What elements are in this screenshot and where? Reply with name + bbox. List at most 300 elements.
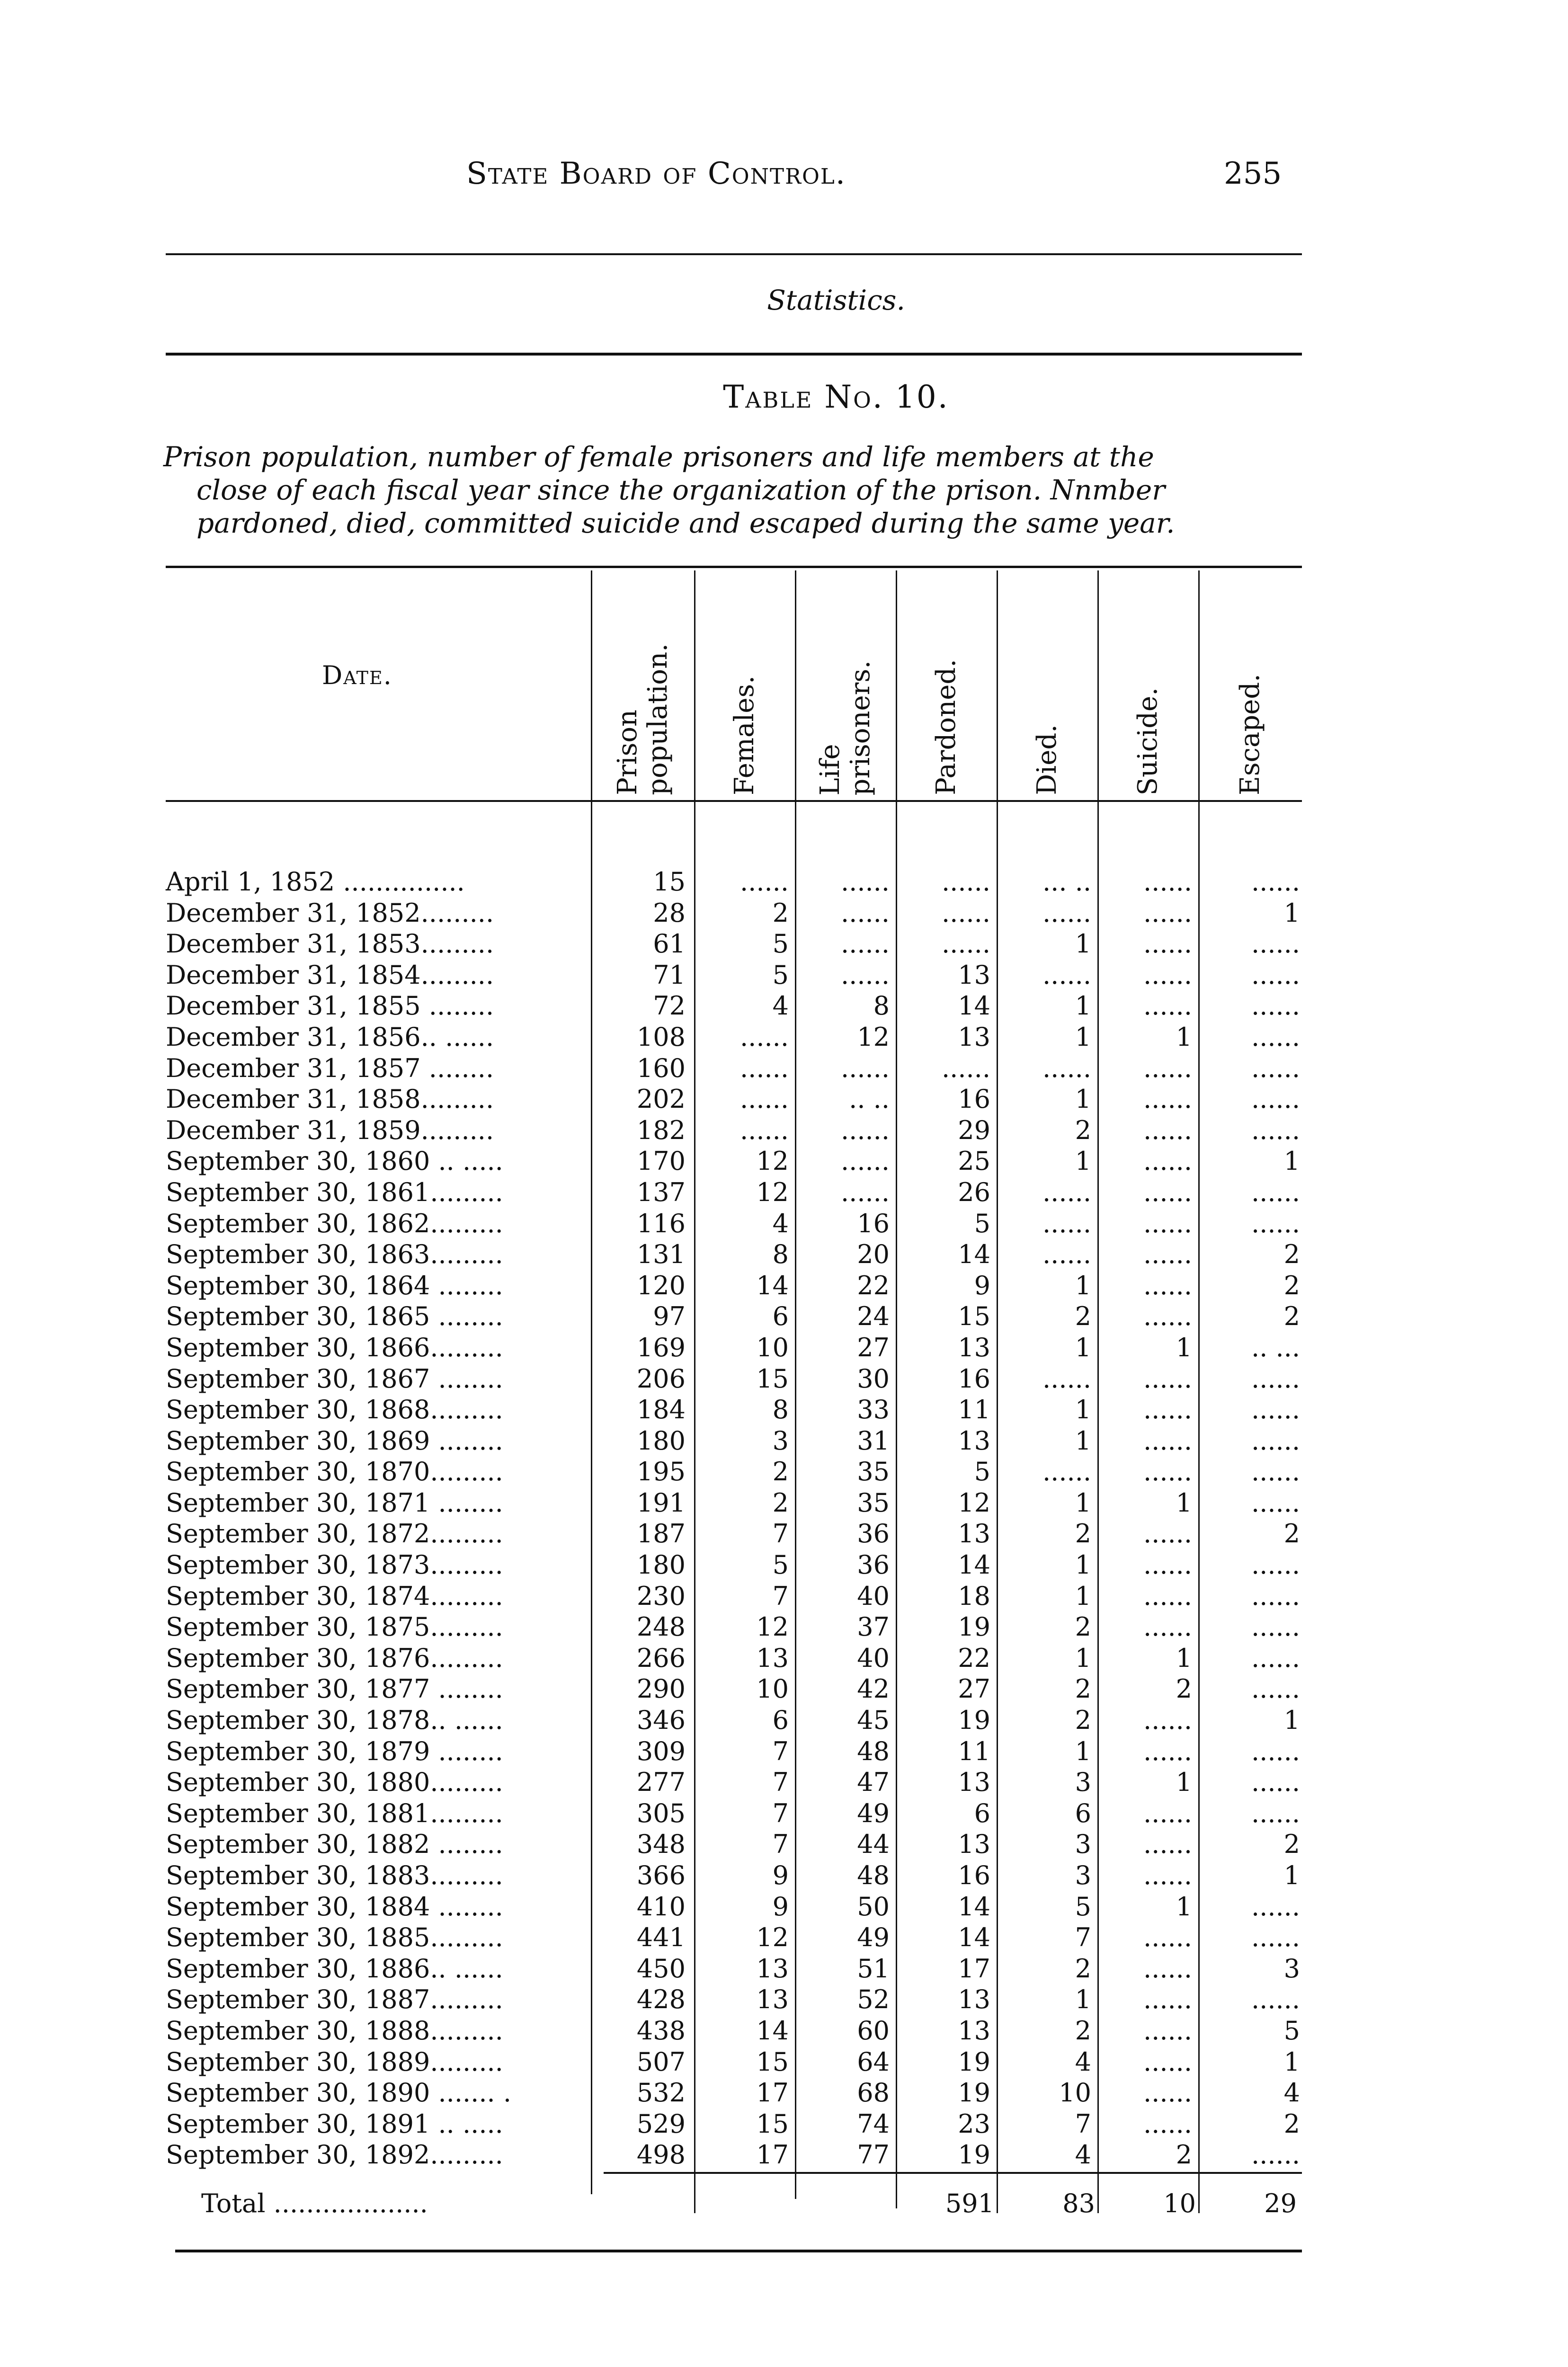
cell-escaped: ...... (1251, 1798, 1300, 1828)
cell-suicide: ...... (1143, 991, 1192, 1021)
cell-escaped: ...... (1251, 1922, 1300, 1953)
cell-population: 180 (636, 1425, 686, 1456)
row-date: September 30, 1872......... (166, 1519, 503, 1549)
cell-females: 7 (772, 1581, 789, 1611)
cell-life: 50 (857, 1891, 890, 1922)
table-row (166, 2077, 1302, 2109)
table-row (166, 2047, 1302, 2078)
cell-females: 12 (756, 1612, 789, 1642)
cell-pardoned: 15 (958, 1301, 990, 1332)
cell-suicide: ...... (1143, 2109, 1192, 2139)
row-date: December 31, 1853......... (166, 929, 494, 959)
cell-died: 3 (1075, 1829, 1091, 1860)
cell-died: 5 (1075, 1891, 1091, 1922)
cell-died: 4 (1075, 2140, 1091, 2170)
cell-life: 44 (857, 1829, 890, 1860)
cell-pardoned: 17 (958, 1953, 990, 1984)
table-body (166, 866, 1302, 2171)
row-date: September 30, 1867 ........ (166, 1363, 503, 1394)
row-date: September 30, 1892......... (166, 2140, 503, 2170)
cell-died: 2 (1075, 1519, 1091, 1549)
row-date: December 31, 1859......... (166, 1115, 494, 1145)
total-escaped: 29 (1264, 2189, 1297, 2218)
cell-escaped: ...... (1251, 1208, 1300, 1238)
cell-died: 7 (1075, 1922, 1091, 1953)
row-date: September 30, 1862......... (166, 1208, 503, 1238)
cell-population: 532 (636, 2078, 686, 2108)
cell-females: 7 (772, 1767, 789, 1797)
cell-suicide: ...... (1143, 1239, 1192, 1270)
table-row (166, 1053, 1302, 1084)
cell-life: 36 (857, 1519, 890, 1549)
cell-females: ...... (740, 1115, 789, 1145)
cell-population: 277 (636, 1767, 686, 1797)
section-title: Statistics. (767, 284, 905, 316)
cell-died: ...... (1042, 1177, 1091, 1207)
cell-life: 48 (857, 1736, 890, 1766)
header-bottom-rule (166, 800, 1302, 802)
cell-died: 1 (1075, 1395, 1091, 1425)
cell-suicide: ...... (1143, 1457, 1192, 1487)
cell-suicide: ...... (1143, 1425, 1192, 1456)
cell-population: 195 (636, 1457, 686, 1487)
cell-population: 137 (636, 1177, 686, 1207)
cell-suicide: 2 (1176, 1674, 1192, 1704)
cell-population: 187 (636, 1519, 686, 1549)
cell-pardoned: 11 (958, 1395, 990, 1425)
cell-pardoned: 13 (958, 960, 990, 990)
row-date: September 30, 1868......... (166, 1395, 503, 1425)
row-date: September 30, 1878.. ...... (166, 1705, 503, 1735)
row-date: September 30, 1877 ........ (166, 1674, 503, 1704)
row-date: September 30, 1879 ........ (166, 1736, 503, 1766)
row-date: September 30, 1861......... (166, 1177, 503, 1207)
cell-life: 24 (857, 1301, 890, 1332)
total-rule (604, 2172, 1302, 2174)
cell-population: 410 (636, 1891, 686, 1922)
cell-population: 15 (653, 867, 686, 897)
table-caption (163, 440, 1300, 540)
cell-females: 6 (772, 1705, 789, 1735)
cell-females: 10 (756, 1332, 789, 1362)
cell-died: 1 (1075, 1736, 1091, 1766)
cell-population: 507 (636, 2047, 686, 2077)
cell-population: 248 (636, 1612, 686, 1642)
cell-suicide: 1 (1176, 1643, 1192, 1673)
cell-population: 202 (636, 1084, 686, 1114)
cell-suicide: ...... (1143, 1798, 1192, 1828)
cell-females: 5 (772, 929, 789, 959)
cell-suicide: ...... (1143, 1984, 1192, 2015)
cell-pardoned: 13 (958, 2015, 990, 2046)
running-header (0, 156, 1568, 199)
cell-life: 49 (857, 1798, 890, 1828)
row-date: September 30, 1880......... (166, 1767, 503, 1797)
cell-suicide: 1 (1176, 1891, 1192, 1922)
cell-pardoned: 5 (974, 1457, 990, 1487)
cell-females: 6 (772, 1301, 789, 1332)
cell-suicide: ...... (1143, 1736, 1192, 1766)
cell-pardoned: 13 (958, 1332, 990, 1362)
cell-population: 441 (636, 1922, 686, 1953)
cell-pardoned: 27 (958, 1674, 990, 1704)
cell-life: 48 (857, 1860, 890, 1890)
cell-life: 27 (857, 1332, 890, 1362)
cell-life: 35 (857, 1487, 890, 1518)
cell-pardoned: 9 (974, 1270, 990, 1300)
cell-females: 2 (772, 1457, 789, 1487)
row-date: September 30, 1883......... (166, 1860, 503, 1890)
cell-pardoned: 16 (958, 1084, 990, 1114)
row-date: September 30, 1874......... (166, 1581, 503, 1611)
cell-females: 17 (756, 2078, 789, 2108)
cell-population: 28 (653, 898, 686, 928)
cell-suicide: ...... (1143, 1270, 1192, 1300)
cell-escaped: ...... (1251, 1363, 1300, 1394)
cell-population: 180 (636, 1550, 686, 1580)
cell-suicide: ...... (1143, 1581, 1192, 1611)
cell-died: ...... (1042, 1053, 1091, 1083)
cell-population: 498 (636, 2140, 686, 2170)
table-row (166, 1705, 1302, 1736)
cell-females: 15 (756, 2047, 789, 2077)
cell-population: 120 (636, 1270, 686, 1300)
cell-pardoned: ...... (942, 929, 990, 959)
cell-females: ...... (740, 1053, 789, 1083)
column-header-escaped: Escaped. (1234, 673, 1265, 795)
cell-died: 7 (1075, 2109, 1091, 2139)
cell-life: 30 (857, 1363, 890, 1394)
table-row (166, 1487, 1302, 1519)
column-header-life-prisoners: Life prisoners. (815, 660, 876, 795)
cell-died: 1 (1075, 1984, 1091, 2015)
cell-pardoned: 14 (958, 1239, 990, 1270)
cell-population: 131 (636, 1239, 686, 1270)
table-row (166, 1581, 1302, 1612)
total-label: Total ................... (201, 2189, 428, 2218)
cell-females: 15 (756, 2109, 789, 2139)
cell-population: 160 (636, 1053, 686, 1083)
cell-population: 366 (636, 1860, 686, 1890)
cell-females: 13 (756, 1953, 789, 1984)
caption-line-3: pardoned, died, committed suicide and escaped during the same year. (196, 507, 1175, 539)
table-row (166, 1456, 1302, 1487)
cell-suicide: ...... (1143, 1829, 1192, 1860)
cell-died: 2 (1075, 1953, 1091, 1984)
cell-females: 10 (756, 1674, 789, 1704)
table-row (166, 1301, 1302, 1332)
cell-pardoned: 13 (958, 1829, 990, 1860)
cell-pardoned: 16 (958, 1860, 990, 1890)
total-pardoned: 591 (945, 2189, 994, 2218)
cell-suicide: 1 (1176, 1767, 1192, 1797)
cell-life: ...... (841, 1053, 890, 1083)
cell-died: 10 (1059, 2078, 1091, 2108)
cell-females: 12 (756, 1177, 789, 1207)
cell-life: 12 (857, 1022, 890, 1052)
cell-died: 1 (1075, 1332, 1091, 1362)
cell-escaped: 2 (1283, 1829, 1300, 1860)
cell-pardoned: 23 (958, 2109, 990, 2139)
cell-females: 9 (772, 1891, 789, 1922)
cell-life: 60 (857, 2015, 890, 2046)
cell-life: 16 (857, 1208, 890, 1238)
cell-escaped: ...... (1251, 960, 1300, 990)
cell-population: 108 (636, 1022, 686, 1052)
cell-suicide: ...... (1143, 1395, 1192, 1425)
row-date: September 30, 1886.. ...... (166, 1953, 503, 1984)
cell-died: ...... (1042, 898, 1091, 928)
cell-population: 305 (636, 1798, 686, 1828)
cell-population: 97 (653, 1301, 686, 1332)
cell-pardoned: 19 (958, 1705, 990, 1735)
cell-suicide: 2 (1176, 2140, 1192, 2170)
table-row (166, 1208, 1302, 1239)
cell-escaped: 1 (1283, 1705, 1300, 1735)
cell-life: ...... (841, 1146, 890, 1176)
cell-pardoned: 14 (958, 1891, 990, 1922)
row-date: September 30, 1882 ........ (166, 1829, 503, 1860)
cell-females: 2 (772, 1487, 789, 1518)
cell-escaped: 2 (1283, 1519, 1300, 1549)
cell-escaped: ...... (1251, 1395, 1300, 1425)
cell-escaped: ...... (1251, 1084, 1300, 1114)
cell-escaped: ...... (1251, 1425, 1300, 1456)
table-row (166, 1984, 1302, 2015)
cell-population: 529 (636, 2109, 686, 2139)
cell-population: 290 (636, 1674, 686, 1704)
cell-died: 1 (1075, 1487, 1091, 1518)
cell-females: 13 (756, 1984, 789, 2015)
total-died: 83 (1062, 2189, 1095, 2218)
row-date: September 30, 1864 ........ (166, 1270, 503, 1300)
caption-line-2: close of each fiscal year since the organization of the prison. Nnmber (196, 474, 1165, 506)
cell-females: 5 (772, 960, 789, 990)
cell-life: ...... (841, 1177, 890, 1207)
cell-females: 12 (756, 1922, 789, 1953)
cell-escaped: 1 (1283, 2047, 1300, 2077)
cell-females: 17 (756, 2140, 789, 2170)
cell-pardoned: 13 (958, 1767, 990, 1797)
cell-escaped: .. ... (1251, 1332, 1300, 1362)
cell-suicide: ...... (1143, 1612, 1192, 1642)
cell-females: 13 (756, 1643, 789, 1673)
cell-escaped: ...... (1251, 1736, 1300, 1766)
cell-females: 2 (772, 898, 789, 928)
cell-females: 15 (756, 1363, 789, 1394)
table-top-rule (166, 566, 1302, 568)
cell-life: ...... (841, 929, 890, 959)
cell-suicide: ...... (1143, 960, 1192, 990)
table-row (166, 2139, 1302, 2171)
cell-females: 9 (772, 1860, 789, 1890)
cell-escaped: ...... (1251, 1053, 1300, 1083)
cell-escaped: ...... (1251, 1891, 1300, 1922)
cell-escaped: 1 (1283, 1860, 1300, 1890)
cell-died: ...... (1042, 1208, 1091, 1238)
table-row (166, 1425, 1302, 1457)
table-row (166, 1363, 1302, 1395)
cell-population: 346 (636, 1705, 686, 1735)
cell-died: 1 (1075, 1022, 1091, 1052)
cell-pardoned: 19 (958, 2078, 990, 2108)
cell-escaped: ...... (1251, 1984, 1300, 2015)
table-row (166, 1146, 1302, 1177)
table-row (166, 1115, 1302, 1146)
cell-pardoned: 19 (958, 1612, 990, 1642)
cell-escaped: 1 (1283, 898, 1300, 928)
cell-pardoned: 29 (958, 1115, 990, 1145)
cell-females: 8 (772, 1395, 789, 1425)
cell-females: 4 (772, 1208, 789, 1238)
table-bottom-rule (175, 2250, 1302, 2252)
cell-died: ...... (1042, 1239, 1091, 1270)
cell-females: 7 (772, 1519, 789, 1549)
caption-line-1: Prison population, number of female prisoners and life members at the (163, 441, 1154, 473)
row-date: December 31, 1855 ........ (166, 991, 494, 1021)
cell-population: 438 (636, 2015, 686, 2046)
cell-escaped: 2 (1283, 1301, 1300, 1332)
cell-females: ...... (740, 1022, 789, 1052)
table-title: Table No. 10. (723, 379, 949, 415)
cell-life: 40 (857, 1643, 890, 1673)
cell-died: 2 (1075, 1301, 1091, 1332)
cell-life: ...... (841, 867, 890, 897)
cell-pardoned: 12 (958, 1487, 990, 1518)
table-row (166, 1270, 1302, 1301)
cell-died: 1 (1075, 1581, 1091, 1611)
cell-pardoned: 19 (958, 2140, 990, 2170)
column-header-suicide: Suicide. (1132, 687, 1163, 795)
cell-population: 169 (636, 1332, 686, 1362)
row-date: September 30, 1873......... (166, 1550, 503, 1580)
table-row (166, 1891, 1302, 1922)
cell-pardoned: 13 (958, 1984, 990, 2015)
cell-females: 5 (772, 1550, 789, 1580)
cell-suicide: 1 (1176, 1332, 1192, 1362)
cell-females: ...... (740, 867, 789, 897)
row-date: September 30, 1891 .. ..... (166, 2109, 503, 2139)
table-row (166, 928, 1302, 960)
cell-escaped: ...... (1251, 1457, 1300, 1487)
cell-population: 266 (636, 1643, 686, 1673)
table-row (166, 1177, 1302, 1208)
cell-population: 71 (653, 960, 686, 990)
cell-life: 42 (857, 1674, 890, 1704)
cell-population: 170 (636, 1146, 686, 1176)
total-suicide: 10 (1163, 2189, 1196, 2218)
cell-suicide: ...... (1143, 1146, 1192, 1176)
cell-died: 4 (1075, 2047, 1091, 2077)
cell-escaped: ...... (1251, 929, 1300, 959)
table-row (166, 1829, 1302, 1860)
row-date: September 30, 1887......... (166, 1984, 503, 2015)
cell-females: 14 (756, 1270, 789, 1300)
cell-life: 8 (873, 991, 890, 1021)
cell-suicide: 1 (1176, 1022, 1192, 1052)
cell-escaped: ...... (1251, 1767, 1300, 1797)
cell-population: 206 (636, 1363, 686, 1394)
row-date: December 31, 1858......... (166, 1084, 494, 1114)
cell-died: 2 (1075, 1115, 1091, 1145)
cell-life: 37 (857, 1612, 890, 1642)
cell-pardoned: 18 (958, 1581, 990, 1611)
cell-life: 68 (857, 2078, 890, 2108)
cell-suicide: ...... (1143, 2078, 1192, 2108)
cell-died: 1 (1075, 929, 1091, 959)
cell-females: ...... (740, 1084, 789, 1114)
cell-population: 230 (636, 1581, 686, 1611)
cell-suicide: 1 (1176, 1487, 1192, 1518)
cell-population: 116 (636, 1208, 686, 1238)
table-row (166, 1767, 1302, 1798)
cell-suicide: ...... (1143, 1550, 1192, 1580)
cell-life: 33 (857, 1395, 890, 1425)
cell-escaped: ...... (1251, 1487, 1300, 1518)
cell-died: 2 (1075, 1674, 1091, 1704)
cell-pardoned: 13 (958, 1425, 990, 1456)
cell-life: 77 (857, 2140, 890, 2170)
row-date: September 30, 1870......... (166, 1457, 503, 1487)
table-row (166, 1239, 1302, 1270)
table-row (166, 1022, 1302, 1053)
cell-suicide: ...... (1143, 898, 1192, 928)
table-row (166, 1549, 1302, 1581)
cell-pardoned: 25 (958, 1146, 990, 1176)
cell-pardoned: 13 (958, 1519, 990, 1549)
cell-pardoned: 14 (958, 1922, 990, 1953)
cell-suicide: ...... (1143, 1208, 1192, 1238)
cell-escaped: ...... (1251, 1550, 1300, 1580)
cell-suicide: ...... (1143, 1177, 1192, 1207)
cell-life: 20 (857, 1239, 890, 1270)
cell-pardoned: 14 (958, 1550, 990, 1580)
cell-suicide: ...... (1143, 1705, 1192, 1735)
cell-population: 309 (636, 1736, 686, 1766)
row-date: December 31, 1856.. ...... (166, 1022, 494, 1052)
cell-died: 1 (1075, 1643, 1091, 1673)
cell-suicide: ...... (1143, 1860, 1192, 1890)
cell-life: ...... (841, 960, 890, 990)
table-row (166, 1798, 1302, 1829)
cell-life: 35 (857, 1457, 890, 1487)
table-row (166, 1673, 1302, 1705)
cell-pardoned: ...... (942, 898, 990, 928)
row-date: September 30, 1860 .. ..... (166, 1146, 503, 1176)
row-date: April 1, 1852 ............... (166, 867, 465, 897)
cell-life: 64 (857, 2047, 890, 2077)
cell-escaped: ...... (1251, 1115, 1300, 1145)
running-title: State Board of Control. (466, 156, 846, 191)
cell-females: 8 (772, 1239, 789, 1270)
cell-escaped: ...... (1251, 1643, 1300, 1673)
table-row (166, 1922, 1302, 1953)
cell-escaped: 5 (1283, 2015, 1300, 2046)
cell-life: 51 (857, 1953, 890, 1984)
cell-died: 1 (1075, 1146, 1091, 1176)
cell-died: ...... (1042, 1363, 1091, 1394)
table-row (166, 990, 1302, 1022)
cell-pardoned: ...... (942, 1053, 990, 1083)
cell-died: 1 (1075, 1425, 1091, 1456)
cell-life: 49 (857, 1922, 890, 1953)
table-row (166, 960, 1302, 991)
cell-life: 47 (857, 1767, 890, 1797)
column-header-date: Date. (322, 660, 392, 690)
cell-pardoned: 6 (974, 1798, 990, 1828)
cell-escaped: 2 (1283, 1270, 1300, 1300)
row-date: September 30, 1875......... (166, 1612, 503, 1642)
